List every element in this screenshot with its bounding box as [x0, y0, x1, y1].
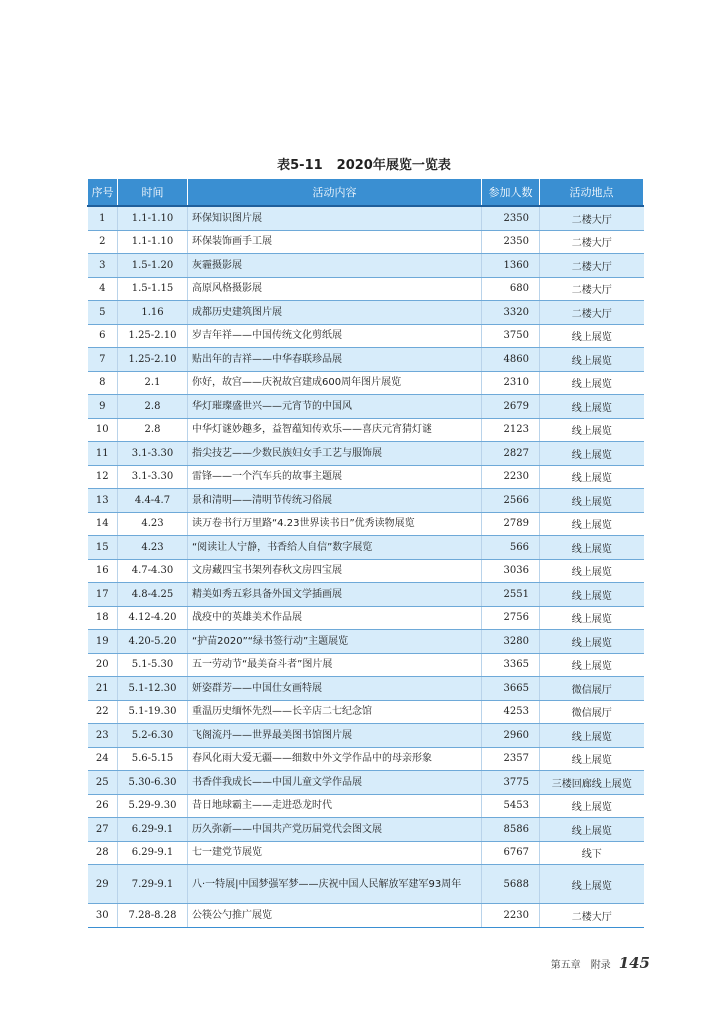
table-row [88, 700, 644, 724]
row-count: 2551 [482, 583, 540, 607]
row-location: 线上展览 [540, 324, 644, 348]
row-time: 5.29-9.30 [118, 794, 188, 818]
row-location: 线上展览 [540, 442, 644, 466]
row-number: 15 [88, 536, 118, 560]
row-location: 线上展览 [540, 418, 644, 442]
row-location: 线上展览 [540, 489, 644, 513]
row-count: 3280 [482, 630, 540, 654]
table-row [88, 841, 644, 865]
header-content: 活动内容 [188, 179, 482, 207]
row-content: 成都历史建筑图片展 [188, 301, 482, 325]
row-location: 线上展览 [540, 583, 644, 607]
row-content: “阅读让人宁静，书香给人自信”数字展览 [188, 536, 482, 560]
row-content: 岁吉年祥——中国传统文化剪纸展 [188, 324, 482, 348]
row-location: 线上展览 [540, 606, 644, 630]
row-count: 3750 [482, 324, 540, 348]
table-row [88, 865, 644, 904]
row-location: 线下 [540, 841, 644, 865]
footer-part: 附录 [590, 960, 611, 971]
row-time: 5.6-5.15 [118, 747, 188, 771]
table-row [88, 512, 644, 536]
table-row [88, 653, 644, 677]
row-time: 1.25-2.10 [118, 348, 188, 372]
row-number: 24 [88, 747, 118, 771]
row-count: 680 [482, 277, 540, 301]
table-row [88, 324, 644, 348]
row-number: 30 [88, 904, 118, 928]
table-row [88, 747, 644, 771]
row-time: 2.1 [118, 371, 188, 395]
row-content: 昔日地球霸主——走进恐龙时代 [188, 794, 482, 818]
row-time: 3.1-3.30 [118, 442, 188, 466]
row-content: 精美如秀五彩具备外国文学插画展 [188, 583, 482, 607]
row-content: 中华灯谜妙趣多，益智蕴知传欢乐——喜庆元宵猜灯谜 [188, 418, 482, 442]
header-location: 活动地点 [540, 179, 644, 207]
row-number: 5 [88, 301, 118, 325]
row-count: 3665 [482, 677, 540, 701]
row-time: 5.1-19.30 [118, 700, 188, 724]
row-time: 4.23 [118, 536, 188, 560]
row-number: 4 [88, 277, 118, 301]
row-time: 4.4-4.7 [118, 489, 188, 513]
row-content: 公筷公勺推广展览 [188, 904, 482, 928]
row-time: 1.1-1.10 [118, 230, 188, 254]
row-count: 2230 [482, 904, 540, 928]
row-content: 环保知识图片展 [188, 206, 482, 230]
row-number: 17 [88, 583, 118, 607]
row-time: 2.8 [118, 395, 188, 419]
row-content: 景和清明——清明节传统习俗展 [188, 489, 482, 513]
table-row [88, 348, 644, 372]
row-location: 线上展览 [540, 395, 644, 419]
row-location: 线上展览 [540, 747, 644, 771]
page-footer [551, 954, 650, 972]
row-location: 线上展览 [540, 653, 644, 677]
table-row [88, 818, 644, 842]
table-number: 表5-11 [277, 158, 323, 173]
table-row [88, 630, 644, 654]
row-number: 7 [88, 348, 118, 372]
row-content: 五一劳动节“最美奋斗者”图片展 [188, 653, 482, 677]
row-location: 二楼大厅 [540, 254, 644, 278]
row-location: 线上展览 [540, 536, 644, 560]
row-location: 线上展览 [540, 630, 644, 654]
row-location: 二楼大厅 [540, 277, 644, 301]
row-location: 二楼大厅 [540, 206, 644, 230]
row-content: 高原风格摄影展 [188, 277, 482, 301]
row-number: 22 [88, 700, 118, 724]
row-count: 566 [482, 536, 540, 560]
row-location: 线上展览 [540, 465, 644, 489]
table-row [88, 371, 644, 395]
row-content: 战疫中的英雄美术作品展 [188, 606, 482, 630]
row-count: 8586 [482, 818, 540, 842]
table-title: 2020年展览一览表 [336, 158, 451, 173]
row-count: 2566 [482, 489, 540, 513]
table-row [88, 465, 644, 489]
row-number: 20 [88, 653, 118, 677]
row-content: 七一建党节展览 [188, 841, 482, 865]
row-count: 5688 [482, 865, 540, 904]
row-location: 三楼回廊线上展览 [540, 771, 644, 795]
row-time: 1.1-1.10 [118, 206, 188, 230]
row-count: 2789 [482, 512, 540, 536]
row-number: 3 [88, 254, 118, 278]
row-time: 4.23 [118, 512, 188, 536]
table-row [88, 395, 644, 419]
row-number: 25 [88, 771, 118, 795]
row-content: “护苗2020”“绿书签行动”主题展览 [188, 630, 482, 654]
row-count: 4253 [482, 700, 540, 724]
row-number: 21 [88, 677, 118, 701]
row-number: 29 [88, 865, 118, 904]
row-number: 16 [88, 559, 118, 583]
row-count: 1360 [482, 254, 540, 278]
row-time: 1.25-2.10 [118, 324, 188, 348]
row-count: 3036 [482, 559, 540, 583]
row-number: 12 [88, 465, 118, 489]
row-content: 文房藏四宝书架列春秋文房四宝展 [188, 559, 482, 583]
row-time: 1.5-1.15 [118, 277, 188, 301]
table-row [88, 489, 644, 513]
row-number: 2 [88, 230, 118, 254]
row-time: 5.30-6.30 [118, 771, 188, 795]
row-number: 14 [88, 512, 118, 536]
row-count: 6767 [482, 841, 540, 865]
table-row [88, 724, 644, 748]
table-body [88, 206, 644, 927]
row-count: 3320 [482, 301, 540, 325]
table-caption [0, 154, 728, 173]
row-content: 你好，故宫——庆祝故宫建成600周年图片展览 [188, 371, 482, 395]
table-row [88, 904, 644, 928]
row-time: 1.16 [118, 301, 188, 325]
row-content: 重温历史缅怀先烈——长辛店二七纪念馆 [188, 700, 482, 724]
row-count: 2756 [482, 606, 540, 630]
table-row [88, 794, 644, 818]
row-time: 6.29-9.1 [118, 818, 188, 842]
row-time: 5.2-6.30 [118, 724, 188, 748]
table-row [88, 771, 644, 795]
table-row [88, 418, 644, 442]
row-time: 7.29-9.1 [118, 865, 188, 904]
row-number: 19 [88, 630, 118, 654]
row-time: 5.1-5.30 [118, 653, 188, 677]
table-row [88, 606, 644, 630]
row-content: 飞阁流丹——世界最美图书馆图片展 [188, 724, 482, 748]
row-content: 贴出年的吉祥——中华春联珍品展 [188, 348, 482, 372]
row-time: 4.12-4.20 [118, 606, 188, 630]
row-content: 书香伴我成长——中国儿童文学作品展 [188, 771, 482, 795]
row-time: 4.20-5.20 [118, 630, 188, 654]
row-number: 18 [88, 606, 118, 630]
table-row [88, 559, 644, 583]
row-time: 4.7-4.30 [118, 559, 188, 583]
row-location: 线上展览 [540, 348, 644, 372]
row-count: 2123 [482, 418, 540, 442]
row-number: 10 [88, 418, 118, 442]
table-row [88, 277, 644, 301]
row-count: 2350 [482, 230, 540, 254]
row-content: 华灯璀璨盛世兴——元宵节的中国风 [188, 395, 482, 419]
row-location: 二楼大厅 [540, 230, 644, 254]
table-row [88, 442, 644, 466]
table-header-row [88, 179, 644, 207]
row-location: 线上展览 [540, 724, 644, 748]
row-time: 1.5-1.20 [118, 254, 188, 278]
row-count: 2310 [482, 371, 540, 395]
row-count: 2230 [482, 465, 540, 489]
row-number: 23 [88, 724, 118, 748]
row-location: 二楼大厅 [540, 904, 644, 928]
table-row [88, 583, 644, 607]
row-content: 指尖技艺——少数民族妇女手工艺与服饰展 [188, 442, 482, 466]
table-row [88, 254, 644, 278]
row-count: 5453 [482, 794, 540, 818]
row-content: 历久弥新——中国共产党历届党代会图文展 [188, 818, 482, 842]
row-count: 3365 [482, 653, 540, 677]
row-time: 6.29-9.1 [118, 841, 188, 865]
row-number: 8 [88, 371, 118, 395]
table-row [88, 536, 644, 560]
row-count: 2679 [482, 395, 540, 419]
row-count: 4860 [482, 348, 540, 372]
row-content: 妍姿群芳——中国仕女画特展 [188, 677, 482, 701]
table-row [88, 677, 644, 701]
row-location: 二楼大厅 [540, 301, 644, 325]
row-time: 5.1-12.30 [118, 677, 188, 701]
row-content: 雷锋——一个汽车兵的故事主题展 [188, 465, 482, 489]
page-number: 145 [618, 954, 650, 972]
row-location: 微信展厅 [540, 700, 644, 724]
header-no: 序号 [88, 179, 118, 207]
table-row [88, 230, 644, 254]
row-location: 线上展览 [540, 512, 644, 536]
footer-chapter: 第五章 [550, 960, 581, 971]
row-content: 环保装饰画手工展 [188, 230, 482, 254]
row-time: 7.28-8.28 [118, 904, 188, 928]
header-time: 时间 [118, 179, 188, 207]
row-content: 灰霾摄影展 [188, 254, 482, 278]
row-location: 线上展览 [540, 794, 644, 818]
row-time: 2.8 [118, 418, 188, 442]
row-number: 11 [88, 442, 118, 466]
row-content: 春风化雨大爱无疆——细数中外文学作品中的母亲形象 [188, 747, 482, 771]
table-row [88, 301, 644, 325]
exhibitions-table [87, 178, 644, 928]
row-number: 1 [88, 206, 118, 230]
row-location: 微信展厅 [540, 677, 644, 701]
row-number: 9 [88, 395, 118, 419]
row-time: 3.1-3.30 [118, 465, 188, 489]
row-number: 6 [88, 324, 118, 348]
row-count: 2960 [482, 724, 540, 748]
row-content: 读万卷书行万里路“4.23世界读书日”优秀读物展览 [188, 512, 482, 536]
row-number: 26 [88, 794, 118, 818]
row-content: 八·一特展|中国梦强军梦——庆祝中国人民解放军建军93周年 [188, 865, 482, 904]
row-number: 28 [88, 841, 118, 865]
row-count: 2357 [482, 747, 540, 771]
row-count: 2350 [482, 206, 540, 230]
header-count: 参加人数 [482, 179, 540, 207]
row-time: 4.8-4.25 [118, 583, 188, 607]
table-row [88, 206, 644, 230]
row-count: 2827 [482, 442, 540, 466]
row-location: 线上展览 [540, 371, 644, 395]
row-location: 线上展览 [540, 559, 644, 583]
row-count: 3775 [482, 771, 540, 795]
row-location: 线上展览 [540, 818, 644, 842]
row-number: 13 [88, 489, 118, 513]
row-number: 27 [88, 818, 118, 842]
row-location: 线上展览 [540, 865, 644, 904]
